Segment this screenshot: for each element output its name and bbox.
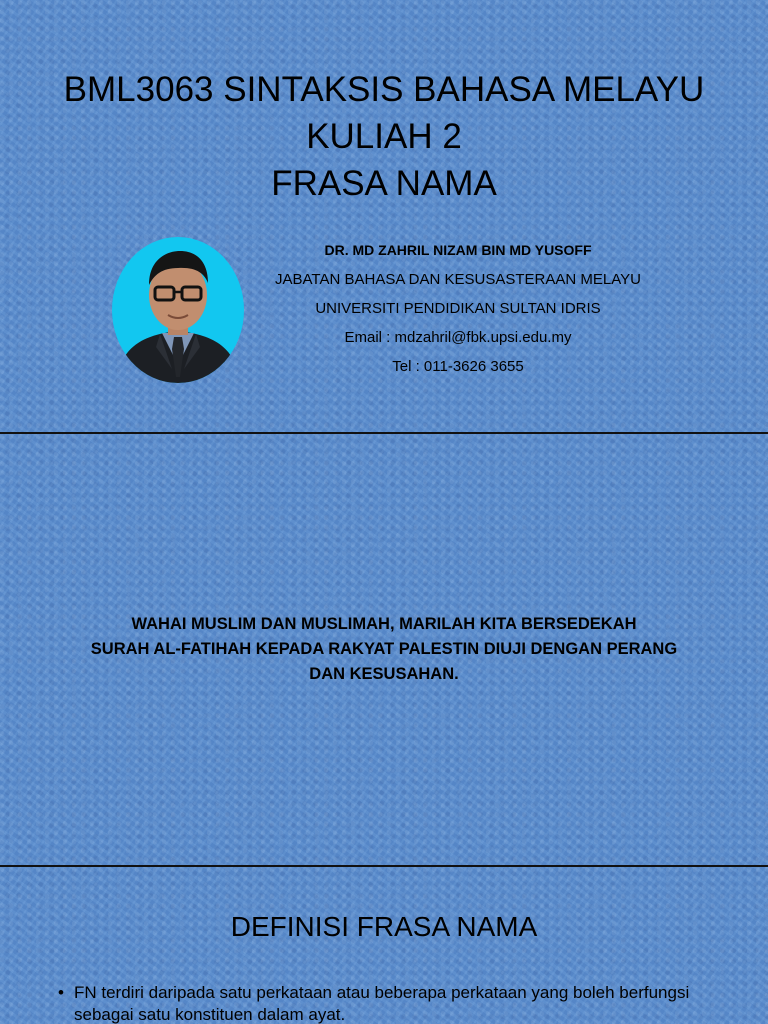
message-line: DAN KESUSAHAN. — [309, 665, 459, 683]
department-name: JABATAN BAHASA DAN KESUSASTERAAN MELAYU — [275, 271, 641, 288]
lecturer-email: Email : mdzahril@fbk.upsi.edu.my — [344, 329, 572, 346]
lecture-number: KULIAH 2 — [306, 117, 462, 156]
lecture-topic: FRASA NAMA — [271, 164, 497, 203]
slide-title — [0, 0, 768, 432]
lecturer-phone: Tel : 011-3626 3655 — [392, 358, 524, 375]
lecturer-portrait-icon — [112, 237, 244, 383]
definition-heading: DEFINISI FRASA NAMA — [230, 911, 538, 942]
university-name: UNIVERSITI PENDIDIKAN SULTAN IDRIS — [315, 300, 601, 317]
message-line: SURAH AL-FATIHAH KEPADA RAKYAT PALESTIN DIUJI DENGAN PERANG — [90, 640, 678, 658]
definition-bullet-list — [58, 982, 728, 1024]
message-text — [40, 612, 728, 687]
slide-message — [0, 434, 768, 865]
slide-definition — [0, 867, 768, 1024]
definition-bullet: • FN terdiri daripada satu perkataan atau beberapa perkataan yang boleh berfungsi sebagai satu konstituen dalam ayat. — [58, 982, 728, 1024]
slide-title-heading — [0, 66, 768, 207]
lecturer-contact-block — [258, 236, 658, 381]
course-title: BML3063 SINTAKSIS BAHASA MELAYU — [63, 70, 705, 109]
message-line: WAHAI MUSLIM DAN MUSLIMAH, MARILAH KITA BERSEDEKAH — [131, 615, 637, 633]
lecturer-name: DR. MD ZAHRIL NIZAM BIN MD YUSOFF — [324, 242, 592, 258]
lecturer-photo — [112, 237, 244, 383]
